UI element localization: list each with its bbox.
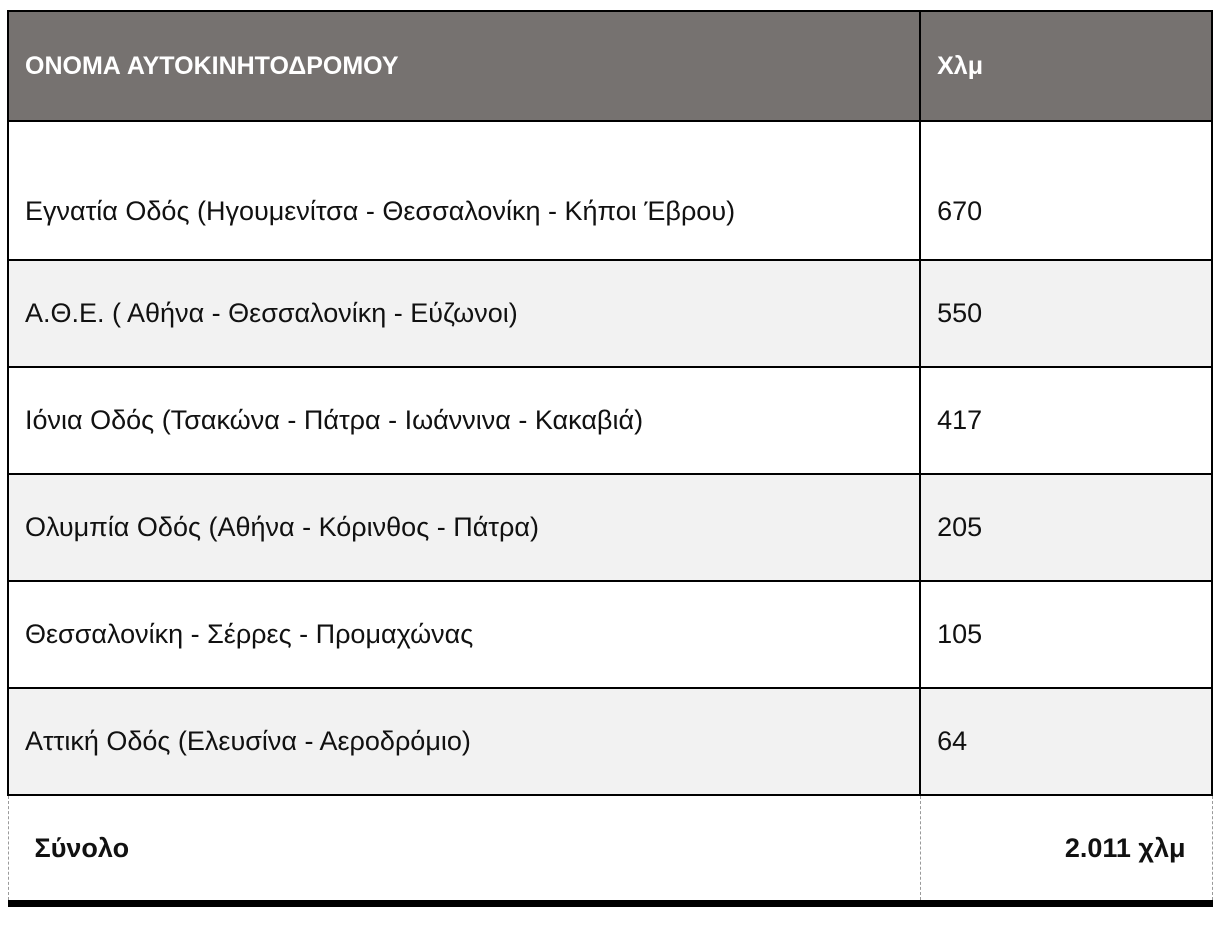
highway-name-cell: Αττική Οδός (Ελευσίνα - Αεροδρόμιο) — [8, 688, 920, 795]
table-row — [8, 260, 1212, 367]
highways-table — [7, 10, 1213, 907]
highway-km-cell: 417 — [920, 367, 1212, 474]
highway-name-cell: Α.Θ.Ε. ( Αθήνα - Θεσσαλονίκη - Εύζωνοι) — [8, 260, 920, 367]
highway-km-cell: 550 — [920, 260, 1212, 367]
header-highway-name: ΟΝΟΜΑ ΑΥΤΟΚΙΝΗΤΟΔΡΟΜΟΥ — [8, 11, 920, 121]
highway-km-cell: 105 — [920, 581, 1212, 688]
total-row — [8, 795, 1212, 904]
highway-name-cell: Ολυμπία Οδός (Αθήνα - Κόρινθος - Πάτρα) — [8, 474, 920, 581]
table-row — [8, 688, 1212, 795]
highway-name-cell: Ιόνια Οδός (Τσακώνα - Πάτρα - Ιωάννινα - Κακαβιά) — [8, 367, 920, 474]
table-row — [8, 367, 1212, 474]
total-label: Σύνολο — [8, 795, 920, 904]
table-row — [8, 121, 1212, 260]
highway-name-cell: Θεσσαλονίκη - Σέρρες - Προμαχώνας — [8, 581, 920, 688]
header-km: Χλμ — [920, 11, 1212, 121]
total-value: 2.011 χλμ — [920, 795, 1212, 904]
table-header-row — [8, 11, 1212, 121]
highway-km-cell: 64 — [920, 688, 1212, 795]
table-row — [8, 474, 1212, 581]
highway-name-cell: Εγνατία Οδός (Ηγουμενίτσα - Θεσσαλονίκη - Κήποι Έβρου) — [8, 121, 920, 260]
highway-km-cell: 205 — [920, 474, 1212, 581]
table-row — [8, 581, 1212, 688]
highway-km-cell: 670 — [920, 121, 1212, 260]
